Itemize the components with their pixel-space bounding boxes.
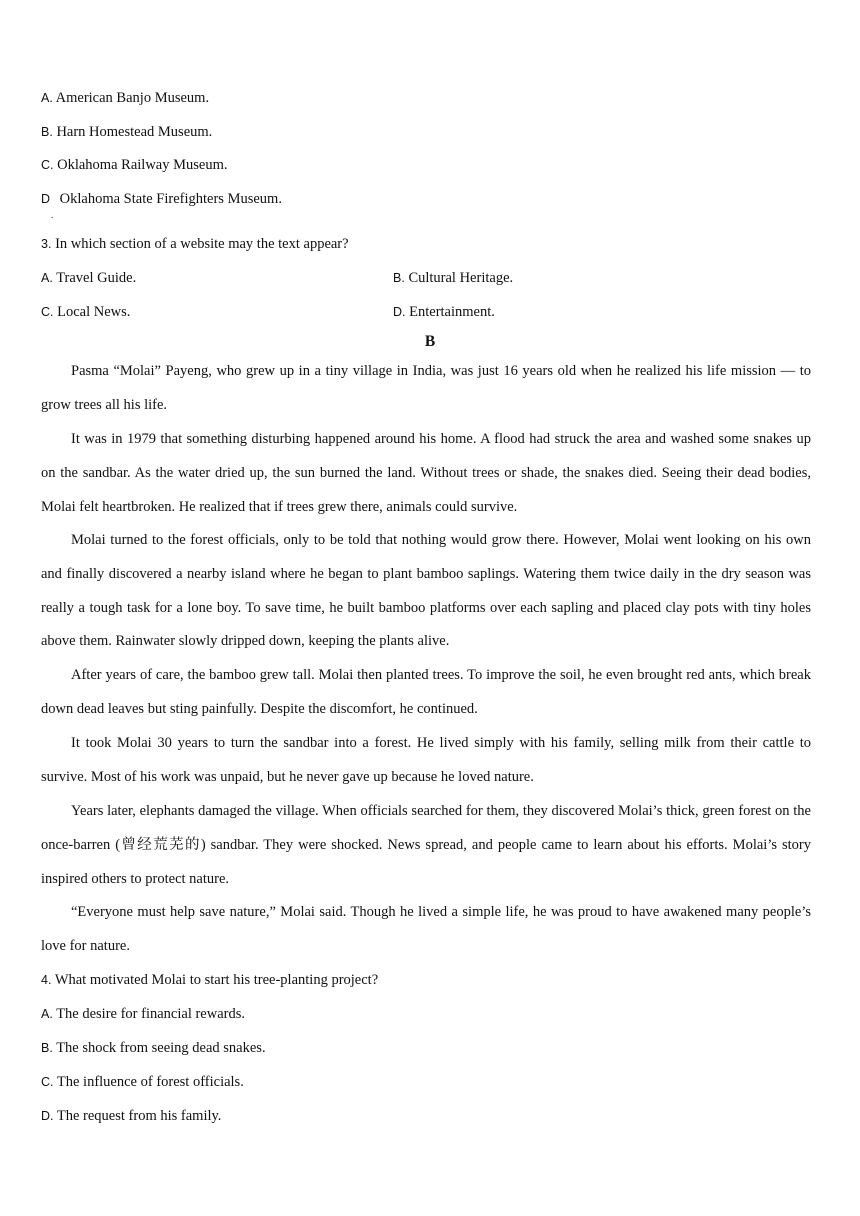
option-text: Entertainment. (409, 304, 495, 320)
option-label: D. (393, 305, 406, 319)
passage-paragraph-7: “Everyone must help save nature,” Molai said. Though he lived a simple life, he was proud to have awakened many people’s love for nature. (41, 904, 811, 954)
q4-stem (41, 970, 378, 990)
option-label: A. (41, 271, 53, 285)
option-label: D. (41, 1109, 54, 1123)
q4-option-b (41, 1038, 266, 1058)
q2-option-a (41, 88, 209, 108)
q4-option-a (41, 1004, 245, 1024)
option-text: The desire for financial rewards. (56, 1006, 245, 1022)
option-label: C. (41, 1075, 54, 1089)
option-text: Harn Homestead Museum. (56, 124, 213, 140)
option-label: A. (41, 91, 53, 105)
option-label: B. (41, 1041, 53, 1055)
option-label: A. (41, 1007, 53, 1021)
option-label: D (41, 192, 51, 206)
q3-option-d (393, 302, 495, 322)
question-text: In which section of a website may the text appear? (55, 236, 349, 252)
passage-paragraph-3: Molai turned to the forest officials, only to be told that nothing would grow there. However, Molai went looking on his own and finally discovered a nearby island where he began to plant bamboo saplings. Watering them twice daily in the dry season was really a tough task for a lone boy. To save time, he built bamboo platforms over each sapling and placed clay pots with tiny holes above them. Rainwater slowly dripped down, keeping the plants alive. (41, 532, 811, 650)
q4-option-d (41, 1106, 221, 1126)
option-text: Oklahoma Railway Museum. (57, 157, 228, 173)
stray-dot-mark: . (51, 210, 54, 220)
question-number: 4. (41, 973, 52, 987)
option-text: American Banjo Museum. (55, 90, 210, 106)
q2-option-c (41, 155, 227, 175)
q2-option-b (41, 122, 212, 142)
passage-paragraph-1: Pasma “Molai” Payeng, who grew up in a tiny village in India, was just 16 years old when he realized his life mission — to grow trees all his life. (41, 363, 811, 413)
option-text: Local News. (57, 304, 131, 320)
question-number: 3. (41, 237, 52, 251)
option-label: C. (41, 158, 54, 172)
q3-option-c (41, 302, 130, 322)
option-text: Travel Guide. (56, 270, 137, 286)
option-text: Cultural Heritage. (408, 270, 514, 286)
passage-paragraph-6: Years later, elephants damaged the village. When officials searched for them, they discovered Molai’s thick, green forest on the once-barren (曾经荒芜的) sandbar. They were shocked. News spread, and people came to learn about his efforts. Molai’s story inspired others to protect nature. (41, 803, 811, 887)
q3-option-b (393, 268, 513, 288)
passage-paragraph-2: It was in 1979 that something disturbing happened around his home. A flood had struck the area and washed some snakes up on the sandbar. As the water dried up, the sun burned the land. Without trees or shade, the snakes died. Seeing their dead bodies, Molai felt heartbroken. He realized that if trees grew there, animals could survive. (41, 431, 811, 515)
question-text: What motivated Molai to start his tree-planting project? (54, 972, 379, 988)
option-text: The influence of forest officials. (56, 1074, 244, 1090)
option-label: B. (393, 271, 405, 285)
q2-option-d (41, 189, 282, 209)
q3-option-a (41, 268, 136, 288)
option-text: The shock from seeing dead snakes. (56, 1040, 266, 1056)
option-text: Oklahoma State Firefighters Museum. (59, 191, 282, 207)
section-heading: B (424, 333, 436, 350)
q3-stem (41, 234, 349, 254)
q4-option-c (41, 1072, 244, 1092)
option-text: The request from his family. (56, 1108, 222, 1124)
passage-paragraph-4: After years of care, the bamboo grew tall. Molai then planted trees. To improve the soil, he even brought red ants, which break down dead leaves but sting painfully. Despite the discomfort, he continued. (41, 667, 811, 717)
option-label: B. (41, 125, 53, 139)
passage-paragraph-5: It took Molai 30 years to turn the sandbar into a forest. He lived simply with his family, selling milk from their cattle to survive. Most of his work was unpaid, but he never gave up because he loved nature. (41, 735, 811, 785)
option-label: C. (41, 305, 54, 319)
